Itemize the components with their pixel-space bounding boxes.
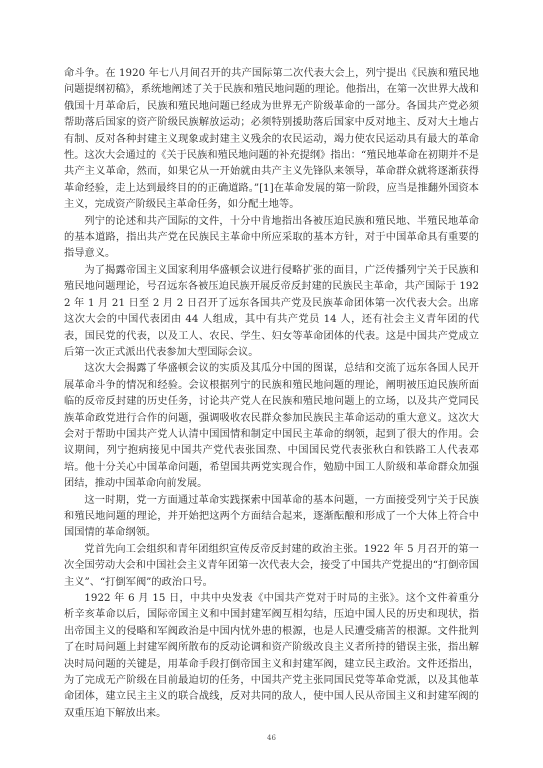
paragraph-1: 命斗争。在 1920 年七八月间召开的共产国际第二次代表大会上，列宁提出《民族和殖民地问题提纲初稿》，系统地阐述了关于民族和殖民地问题的理论。他指出，在第一次世界大战和俄国十月革命后，民族和殖民地问题已经成为世界无产阶级革命的一部分。各国共产党必须帮助落后国家的资产阶级民族解放运动；必须特别援助落后国家中反对地主、反对大土地占有制、反对各种封建主义现象或封建主义残余的农民运动，竭力使农民运动具有最大的革命性。这次大会通过的《关于民族和殖民地问题的补充提纲》指出：“殖民地革命在初期并不是共产主义革命，然而，如果它从一开始就由共产主义先锋队来领导，革命群众就将逐渐获得革命经验，走上达到最终目的的正确道路。”[1]在革命发展的第一阶段，应当是推翻外国资本主义，完成资产阶级民主革命任务，如分配土地等。 (64, 68, 479, 211)
paragraph-3: 为了揭露帝国主义国家利用华盛顿会议进行侵略扩张的面目，广泛传播列宁关于民族和殖民地问题理论，号召远东各被压迫民族开展反帝反封建的民族民主革命，共产国际于 1922 年 1 月 21 日至 2 月 2 日召开了远东各国共产党及民族革命团体第一次代表大会。出席这次大会的中国代表团由 44 人组成，其中有共产党员 14 人，还有社会主义青年团的代表，国民党的代表，以及工人、农民、学生、妇女等革命团体的代表。这是中国共产党成立后第一次正式派出代表参加大型国际会议。 (64, 264, 479, 358)
paragraph-5: 这一时期，党一方面通过革命实践探索中国革命的基本问题，一方面接受列宁关于民族和殖民地问题的理论，并开始把这两个方面结合起来，逐渐酝酿和形成了一个大体上符合中国国情的革命纲领。 (64, 494, 479, 539)
paragraph-6: 党首先向工会组织和青年团组织宣传反帝反封建的政治主张。1922 年 5 月召开的第一次全国劳动大会和中国社会主义青年团第一次代表大会，接受了中国共产党提出的“打倒帝国主义”、“打倒军阀”的政治口号。 (64, 543, 479, 588)
page-number: 46 (267, 734, 276, 742)
body-text (64, 66, 479, 722)
paragraph-7: 1922 年 6 月 15 日，中共中央发表《中国共产党对于时局的主张》。这个文件着重分析辛亥革命以后，国际帝国主义和中国封建军阀互相勾结，压迫中国人民的历史和现状，指出帝国主义的侵略和军阀政治是中国内忧外患的根源，也是人民遭受痛苦的根源。文件批判了在时局问题上封建军阀所散布的反动论调和资产阶级改良主义者所持的错误主张，指出解决时局问题的关键是，用革命手段打倒帝国主义和封建军阀，建立民主政治。文件还指出，为了完成无产阶级在目前最迫切的任务，中国共产党主张同国民党等革命党派，以及其他革命团体，建立民主主义的联合战线，反对共同的敌人，使中国人民从帝国主义和封建军阀的双重压迫下解放出来。 (64, 593, 479, 719)
paragraph-2: 列宁的论述和共产国际的文件，十分中肯地指出各被压迫民族和殖民地、半殖民地革命的基本道路，指出共产党在民族民主革命中所应采取的基本方针，对于中国革命具有重要的指导意义。 (64, 215, 479, 260)
paragraph-4: 这次大会揭露了华盛顿会议的实质及其瓜分中国的图谋，总结和交流了远东各国人民开展革命斗争的情况和经验。会议根据列宁的民族和殖民地问题的理论，阐明被压迫民族所面临的反帝反封建的历史任务，讨论共产党人在民族和殖民地问题上的立场，以及共产党同民族革命政党进行合作的问题，强调吸收农民群众参加民族民主革命运动的重大意义。这次大会对于帮助中国共产党人认清中国国情和制定中国民主革命的纲领，起到了很大的作用。会议期间，列宁抱病接见中国共产党代表张国焘、中国国民党代表张秋白和铁路工人代表邓培。他十分关心中国革命问题，希望国共两党实现合作，勉励中国工人阶级和革命群众加强团结，推动中国革命向前发展。 (64, 363, 479, 490)
